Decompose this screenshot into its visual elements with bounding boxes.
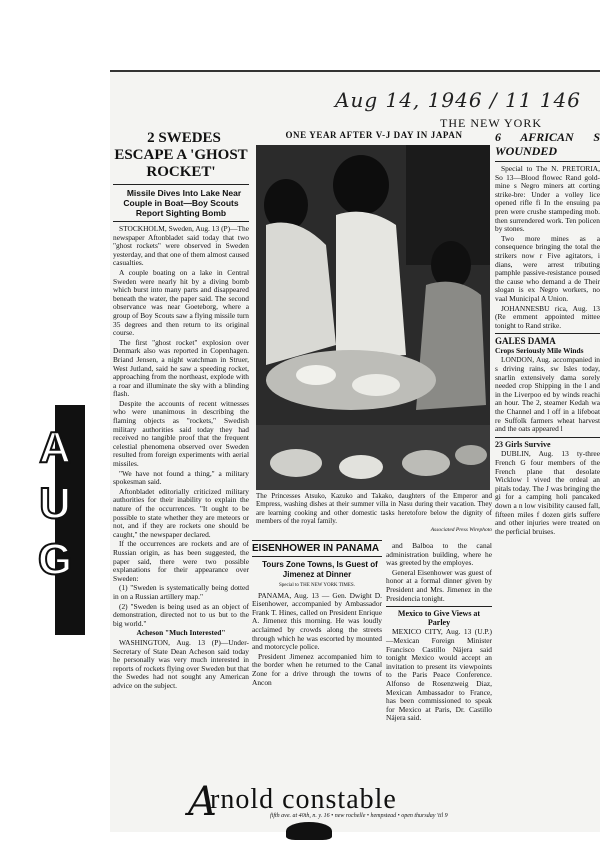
photo-title: ONE YEAR AFTER V-J DAY IN JAPAN	[285, 130, 463, 140]
eisenhower-subhead: Tours Zone Towns, Is Guest of Jimenez at Dinner	[262, 560, 378, 579]
gales-subhead: Crops Seriously Mile Winds	[495, 345, 584, 355]
left-section-paragraph: WASHINGTON, Aug. 13 (P)—Under-Secretary of State Dean Acheson said today he personally was very much interested in reports of rockets flying over Sweden but that the Swedes had not sought any American advice on the subject.	[113, 637, 249, 690]
masthead: THE NEW YORK	[440, 116, 542, 130]
mexico-headline: Mexico to Give Views at Parley	[397, 609, 481, 627]
girls-headline: 23 Girls Survive	[495, 439, 551, 449]
photo-credit: Associated Press Wirephoto	[430, 526, 492, 533]
eisenhower-column-2	[386, 542, 492, 724]
left-subhead: Missile Dives Into Lake Near Couple in Boat—Boy Scouts Report Sighting Bomb	[123, 188, 242, 218]
margin-letter-a: A	[39, 423, 71, 472]
gales-headline: GALES DAMA	[495, 336, 556, 347]
margin-letter-g: G	[37, 535, 73, 584]
eisenhower-headline: EISENHOWER IN PANAMA	[252, 540, 382, 557]
margin-letters	[25, 420, 85, 588]
ad-name: rnold constable	[210, 784, 397, 815]
right-paragraph: Two more mines as a consequence bringing the total the strikers now r Five agitators, i dians, were arrest tributing pamphle passive-resistance poused the cause who demand a de Their slogan is ex Negro workers, no vaal Municipal A Union.	[495, 233, 600, 303]
right-paragraph: DUBLIN, Aug. 13 ty-three French G four members of the French plane that desolate Wicklow l vived the ordeal an pitals today. The J was bringing the gi for a camping holi pancaked down a n low visibility caused fall, fifteen miles f dozen girls suffere and other injuries were treated on the perficial bruises.	[495, 449, 600, 536]
mexico-paragraph: MEXICO CITY, Aug. 13 (U.P.)—Mexican Foreign Minister Francisco Castillo Nájera said tonight Mexico would accept an invitation to present its viewpoints to the Paris Peace Conference. Alfonso de Rosenzweig Diaz, Mexican Ambassador to France, has been commissioned to speak for Mexico at Paris, Dr. Castillo Nájera said.	[386, 627, 492, 723]
eisenhower-column-1	[252, 558, 382, 688]
eisenhower-paragraph: and Balboa to the canal administration building, where he was greeted by the employes.	[386, 541, 492, 568]
right-paragraph: JOHANNESBU rica, Aug. 13 (Re ernment appointed mittee tonight to Rand strike.	[495, 303, 600, 330]
left-paragraph: STOCKHOLM, Sweden, Aug. 13 (P)—The newspaper Aftonbladet said today that two "ghost rockets" were observed in Sweden yesterday, and that one of them almost caused casualties.	[113, 224, 249, 268]
ad-initial: A	[188, 779, 217, 825]
left-section-head: Acheson "Much Interested"	[136, 628, 226, 638]
right-column	[495, 130, 600, 770]
right-headline: 6 AFRICAN S WOUNDED	[495, 130, 600, 158]
eisenhower-dateline: Special to THE NEW YORK TIMES.	[279, 583, 355, 588]
right-paragraph: LONDON, Aug. accompanied in s driving rains, sw Isles today, snarlin extensively dama sorely needed crop Shipping in the l and in the Liverpoo ed by winds reachi an hour. The 2, steamer Kedah wa the Channel and l off in a lifeboat re Suffolk farmers wheat harvest and the oats appeared l	[495, 355, 600, 434]
left-article	[113, 130, 249, 691]
left-paragraph: A couple boating on a lake in Central Sweden were nearly hit by a diving bomb which burst into many parts and disappeared beneath the water, the paper said. The second observance was near Goeteborg, where a group of Boy Scouts saw a flying missile turn 35 degrees and then return to its original course.	[113, 267, 249, 338]
eisenhower-paragraph: General Eisenhower was guest of honor at a formal dinner given by President and Mrs. Jimenez in the Presidencia tonight.	[386, 567, 492, 603]
ink-blot	[286, 822, 332, 840]
right-paragraph: Special to The N. PRETORIA, So 13—Blood flowec Rand gold-mine s Negro miners att corting strike-bre: Under a volley lice opened rifle fi In the ensuing pa pren were crushe stampeding mob. then surrendered work. Ten policen by stones.	[495, 164, 600, 234]
left-paragraph: Aftonbladet editorially criticized military authorities for their inability to explain the nature of the occurrences. "It ought to be possible to state whether they are meteors or not, and if they are rockets one should be caught," the newspaper declared.	[113, 486, 249, 539]
left-paragraph: (1) "Sweden is systematically being dotted in on a Russian artillery map."	[113, 583, 249, 601]
left-paragraph: The first "ghost rocket" explosion over Denmark also was reported in Copenhagen. Briand Jensen, a night watchman in Struer, West Jutland, said he saw a speeding rocket, approaching from the northeast, explode with a roar and illuminate the sky with a blinding flash.	[113, 337, 249, 399]
photo-caption	[256, 492, 492, 534]
left-paragraph: "We have not found a thing," a military spokesman said.	[113, 468, 249, 487]
left-headline: 2 SWEDES ESCAPE A 'GHOST ROCKET'	[114, 130, 248, 180]
eisenhower-paragraph: President Jimenez accompanied him to the border when he returned to the Canal Zone for a drive through the towns of Ancon	[252, 651, 382, 687]
arnold-constable-ad	[180, 779, 480, 825]
photo-illustration	[256, 145, 490, 490]
handwritten-date: Aug 14, 1946 / 11 146	[335, 88, 581, 112]
photo-caption-text: The Princesses Atsuko, Kazuko and Takako, daughters of the Emperor and Empress, washing dishes at their summer villa in Nasu during their vacation. They are learning cooking and other domestic tasks heretofore below the dignity of members of the royal family.	[256, 492, 492, 526]
left-paragraph: Despite the accounts of recent witnesses who were unanimous in describing the flaming objects as "rockets," Swedish military authorities said today they had received no tangible proof that the frequent celestial phenomena observed over Sweden resulted from foreign experiments with aerial missiles.	[113, 398, 249, 469]
margin-letter-u: U	[39, 479, 71, 528]
ad-address-line: fifth ave. at 40th, n. y. 16 • new rochelle • hempstead • open thursday 'til 9	[270, 813, 448, 819]
photo-princesses	[256, 145, 490, 490]
eisenhower-paragraph: PANAMA, Aug. 13 — Gen. Dwight D. Eisenhower, accompanied by Ambassador Frank T. Hines, called on President Enrique A. Jimenez this morning. He was loudly acclaimed by crowds along the streets through which he was escorted by mounted and motorcycle police.	[252, 590, 382, 652]
left-paragraph: (2) "Sweden is being used as an object of demonstration, directed not to us but to the big world."	[113, 601, 249, 628]
left-paragraph: If the occurrences are rockets and are of Russian origin, as has been suggested, the paper said, there were two possible explanations for their appearance over Sweden:	[113, 539, 249, 583]
